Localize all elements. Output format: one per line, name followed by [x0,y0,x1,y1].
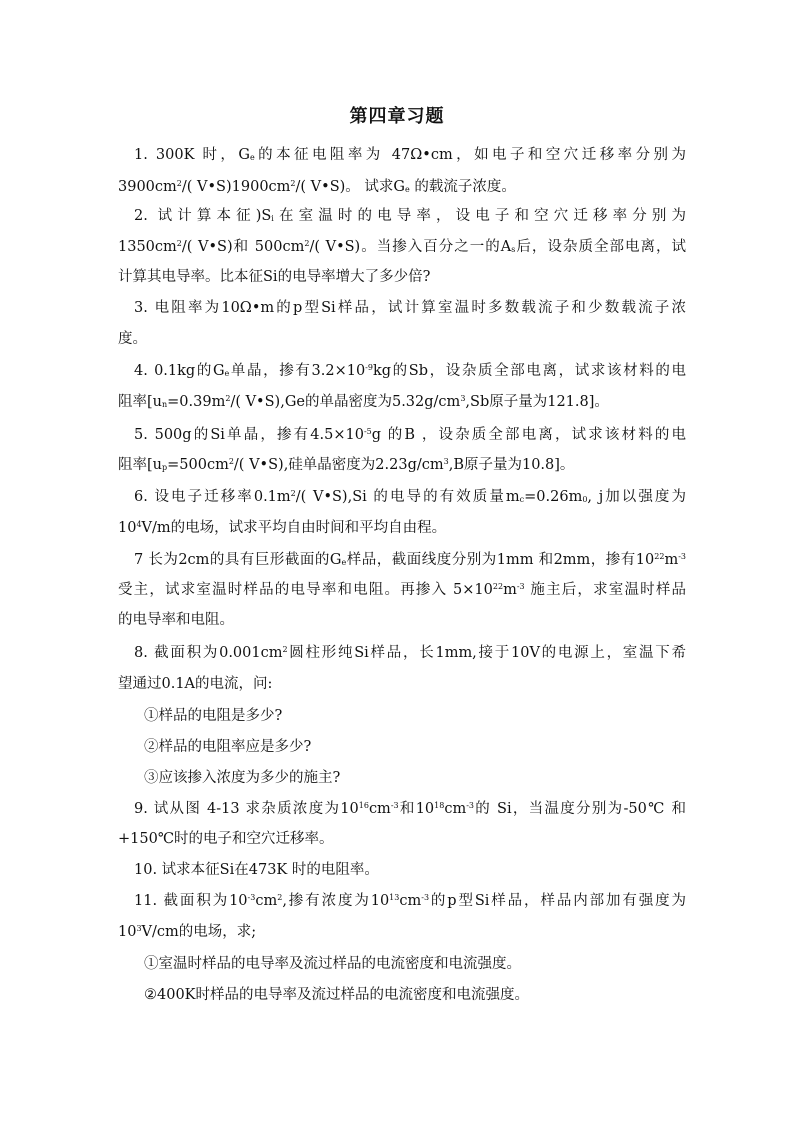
problem-5-line-2: 阻率[$u_p=500cm^2/$( V•S),硅单晶密度为$2.23g/cm^3,B$原子量为10.8]。 [118,457,575,473]
problem-7-line-2: 受主，试求室温时样品的电导率和电阻。再掺入 $5\times 10^{22}m^{-3}$ 施主后，求室温时样品 [118,582,687,598]
problem-2-line-3: 计算其电导率。比本征Si的电导率增大了多少倍? [118,269,431,285]
problem-7-line-1: 7 长为2cm的具有巨形截面的$G_e$样品，截面线度分别为1mm 和2mm，掺有$10^{22}m^{-3}$ [134,552,686,568]
problem-1-line-2: $3900cm^2/$( $V•S)1900cm^2/$( V•S)。 试求$G_e$ 的载流子浓度。 [118,179,516,195]
problem-2-line-1: 2. 试计算本征)$S_i$在室温时的电导率，设电子和空穴迁移率分别为 [134,208,686,224]
problem-8-line-2: 望通过0.1A的电流，问: [118,676,273,692]
problem-4-line-2: 阻率[$u_n=0.39m^2/$( V•S),Ge的单晶密度为$5.32g/cm^3,Sb$原子量为121.8]。 [118,394,609,410]
problem-8-sub-item-3: ③应该掺入浓度为多少的施主? [144,770,341,786]
problem-8-sub-item-2: ②样品的电阻率应是多少? [144,739,312,755]
problem-9-line-1: 9. 试从图 4-13 求杂质浓度为$10^{16}cm^{-3}$和$10^{18}cm^{-3}$的 Si，当温度分别为-50℃ 和 [134,801,687,817]
problem-11-sub-item-2: ②400K时样品的电导率及流过样品的电流密度和电流强度。 [144,987,530,1003]
problem-11-line-2: $10^3V/cm$的电场，求; [118,924,257,940]
problem-9-line-2: +150℃时的电子和空穴迁移率。 [118,831,334,847]
problem-2-line-2: $1350cm^2/$( V•S)和 $500cm^2/$( V•S)。当掺入百分之一的$A_s$后，设杂质全部电离，试 [118,239,686,255]
problem-7-line-3: 的电导率和电阻。 [118,612,234,628]
problem-8-line-1: 8. 截面积为$0.001cm^2$圆柱形纯Si样品，长1mm,接于10V的电源上，室温下希 [134,645,686,661]
problem-11-line-1: 11. 截面积为$10^{-3}cm^2$,掺有浓度为$10^{13}cm^{-3}$的p型Si样品，样品内部加有强度为 [134,893,687,909]
problem-10-line-1: 10. 试求本征Si在473K 时的电阻率。 [134,862,379,878]
problem-5-line-1: 5. 500g的Si单晶，掺有$4.5\times 10^{-5}g$ 的B ，设杂质全部电离，试求该材料的电 [134,427,686,443]
problem-1-line-1: 1. 300K 时，$G_e$的本征电阻率为 47Ω•cm，如电子和空穴迁移率分别为 [134,147,686,163]
problem-6-line-2: $10^4V/m$的电场，试求平均自由时间和平均自由程。 [118,520,447,536]
problem-8-sub-item-1: ①样品的电阻是多少? [144,708,283,724]
problem-11-sub-item-1: ①室温时样品的电导率及流过样品的电流密度和电流强度。 [144,956,521,972]
problem-4-line-1: 4. 0.1kg的$G_e$单晶，掺有$3.2\times 10^{-9}kg$的Sb，设杂质全部电离，试求该材料的电 [134,363,686,379]
page-title: 第四章习题 [349,106,445,127]
problem-3-line-2: 度。 [118,331,147,347]
problem-6-line-1: 6. 设电子迁移率$0.1m^2/$( V•S),Si 的电导的有效质量$m_c=0.26m_0$, j加以强度为 [134,489,686,505]
problem-3-line-1: 3. 电阻率为10Ω•m的p型Si样品，试计算室温时多数载流子和少数载流子浓 [134,300,686,316]
